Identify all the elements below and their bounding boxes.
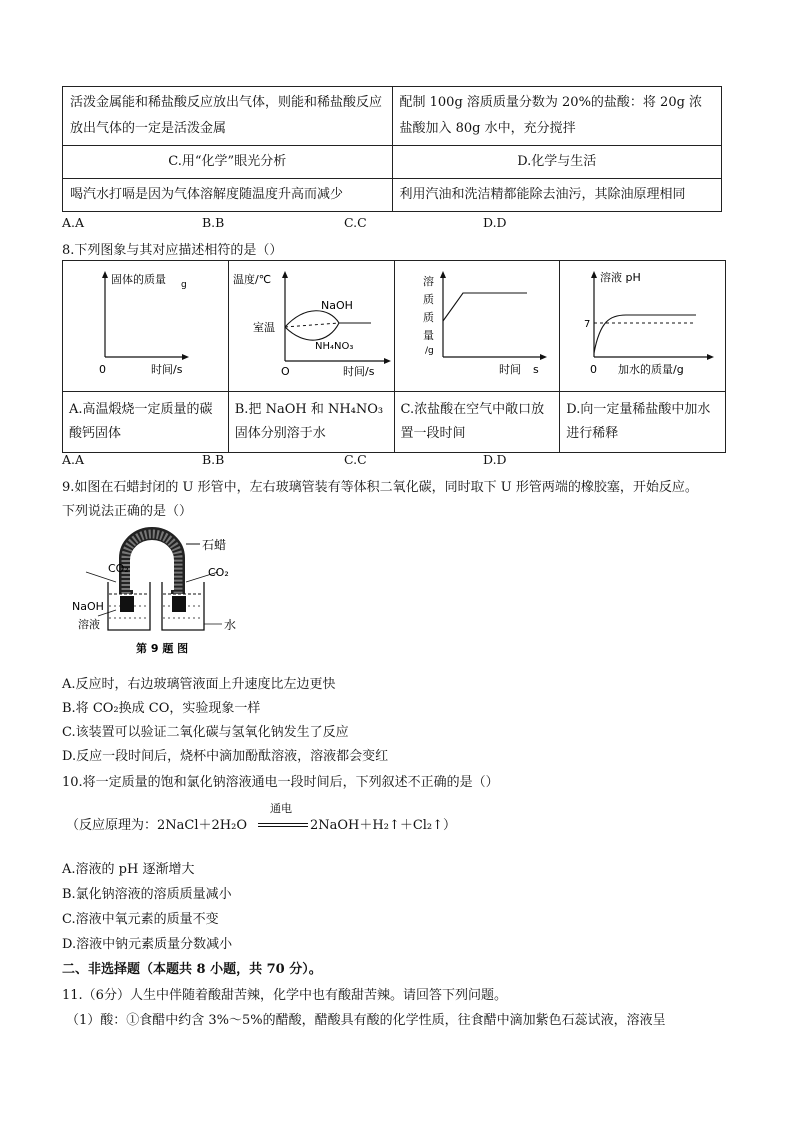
q8-b-origin: O <box>280 365 290 378</box>
q10-option-c[interactable]: C.溶液中氧元素的质量不变 <box>62 912 219 927</box>
q9-figure-caption: 第 9 题 图 <box>136 642 189 655</box>
q8-c-ylabel-2: 质 <box>422 293 434 306</box>
section-2-heading: 二、非选择题（本题共 8 小题，共 70 分）。 <box>62 962 322 977</box>
q7-option-c[interactable]: C.C <box>344 215 367 230</box>
q8-b-mid-label: 室温 <box>252 321 275 334</box>
q8-a-xlabel: 时间/s <box>151 363 183 376</box>
q10-principle-prefix: （反应原理为：2NaCl＋2H₂O <box>66 818 247 833</box>
q10-reaction-principle <box>66 804 686 844</box>
q10-stem: 10.将一定质量的饱和氯化钠溶液通电一段时间后，下列叙述不正确的是（） <box>62 775 499 790</box>
q9-water-label: 水 <box>224 618 237 632</box>
q8-option-c[interactable]: C.C <box>344 452 367 467</box>
q8-d-mark: 7 <box>584 319 591 330</box>
q8-graph-b <box>229 261 395 387</box>
q10-option-a[interactable]: A.溶液的 pH 逐渐增大 <box>62 862 195 877</box>
q8-option-a[interactable]: A.A <box>62 452 85 467</box>
q7-option-a[interactable]: A.A <box>62 215 85 230</box>
q9-naoh-label: NaOH <box>72 600 104 613</box>
q11-stem: 11.（6分）人生中伴随着酸甜苦辣，化学中也有酸甜苦辣。请回答下列问题。 <box>62 988 507 1003</box>
q9-option-c[interactable]: C.该装置可以验证二氧化碳与氢氧化钠发生了反应 <box>62 725 349 740</box>
q9-option-d[interactable]: D.反应一段时间后，烧杯中滴加酚酞溶液，溶液都会变红 <box>62 749 389 764</box>
q9-figure <box>68 524 248 662</box>
q8-c-xlabel: 时间 <box>498 363 521 376</box>
q9-co2-left-label: CO₂ <box>108 562 129 575</box>
q8-a-yunit: g <box>181 280 187 290</box>
q8-graph-c <box>395 261 561 387</box>
q9-solution-label: 溶液 <box>78 618 100 631</box>
q7-cell-b-statement: 配制 100g 溶质质量分数为 20%的盐酸：将 20g 浓盐酸加入 80g 水中，充分搅拌 <box>392 87 722 146</box>
q11-part1: （1）酸：①食醋中约含 3%～5%的醋酸，醋酸具有酸的化学性质，往食醋中滴加紫色石蕊试液，溶液呈 <box>66 1013 666 1028</box>
q8-c-ylabel-4: 量 <box>422 329 434 342</box>
q8-graph-b-cell <box>228 261 394 392</box>
q9-stem-line1: 9.如图在石蜡封闭的 U 形管中，左右玻璃管装有等体积二氧化碳，同时取下 U 形管两端的橡胶塞，开始反应。 <box>62 480 698 495</box>
q10-principle-suffix: 2NaOH＋H₂↑＋Cl₂↑） <box>310 818 457 833</box>
q8-table <box>62 260 726 453</box>
q10-option-b[interactable]: B.氯化钠溶液的溶质质量减小 <box>62 887 232 902</box>
q10-condition: 通电 <box>270 802 292 815</box>
q8-graph-d-cell <box>560 261 726 392</box>
q8-graph-a-cell <box>63 261 229 392</box>
q7-cell-d-header: D.化学与生活 <box>392 146 722 179</box>
q7-cell-d-statement: 利用汽油和洗洁精都能除去油污，其除油原理相同 <box>392 179 722 212</box>
q8-desc-d: D.向一定量稀盐酸中加水进行稀释 <box>560 392 726 453</box>
q8-b-ylabel: 温度/℃ <box>232 273 271 286</box>
q10-option-d[interactable]: D.溶液中钠元素质量分数减小 <box>62 937 233 952</box>
q8-a-origin: 0 <box>99 363 106 376</box>
q8-option-b[interactable]: B.B <box>202 452 225 467</box>
q7-cell-a-statement: 活泼金属能和稀盐酸反应放出气体，则能和稀盐酸反应放出气体的一定是活泼金属 <box>63 87 393 146</box>
q8-graph-a <box>63 261 229 387</box>
q8-d-ylabel: 溶液 pH <box>600 271 642 284</box>
q8-d-origin: 0 <box>590 363 598 376</box>
q7-option-d[interactable]: D.D <box>483 215 507 230</box>
q8-c-ylabel-3: 质 <box>422 311 434 324</box>
q8-stem: 8.下列图象与其对应描述相符的是（） <box>62 243 283 258</box>
q8-b-lower-label: NH₄NO₃ <box>314 341 354 352</box>
q8-a-ylabel: 固体的质量 <box>111 273 166 286</box>
q8-option-d[interactable]: D.D <box>483 452 507 467</box>
q9-wax-label: 石蜡 <box>202 538 227 552</box>
q8-d-xlabel: 加水的质量/g <box>618 363 684 376</box>
q7-cell-c-header: C.用“化学”眼光分析 <box>63 146 393 179</box>
q9-co2-right-label: CO₂ <box>208 566 229 579</box>
q8-desc-c: C.浓盐酸在空气中敞口放置一段时间 <box>394 392 560 453</box>
q7-option-b[interactable]: B.B <box>202 215 225 230</box>
q8-graph-c-cell <box>394 261 560 392</box>
q9-option-a[interactable]: A.反应时，右边玻璃管液面上升速度比左边更快 <box>62 677 336 692</box>
q8-graph-d <box>560 261 726 387</box>
q8-c-xunit: s <box>532 363 539 376</box>
q9-option-b[interactable]: B.将 CO₂换成 CO，实验现象一样 <box>62 701 261 716</box>
q7-table <box>62 86 722 212</box>
q8-desc-b: B.把 NaOH 和 NH₄NO₃固体分别溶于水 <box>228 392 394 453</box>
q10-equals-sign <box>258 823 308 827</box>
q7-cell-c-statement: 喝汽水打嗝是因为气体溶解度随温度升高而减少 <box>63 179 393 212</box>
q9-stem-line2: 下列说法正确的是（） <box>62 504 193 519</box>
q8-b-xlabel: 时间/s <box>342 365 375 378</box>
q8-c-ylabel-1: 溶 <box>422 275 434 288</box>
q8-desc-a: A.高温煅烧一定质量的碳酸钙固体 <box>63 392 229 453</box>
q8-c-yunit: /g <box>424 346 434 356</box>
q8-b-upper-label: NaOH <box>320 299 353 312</box>
